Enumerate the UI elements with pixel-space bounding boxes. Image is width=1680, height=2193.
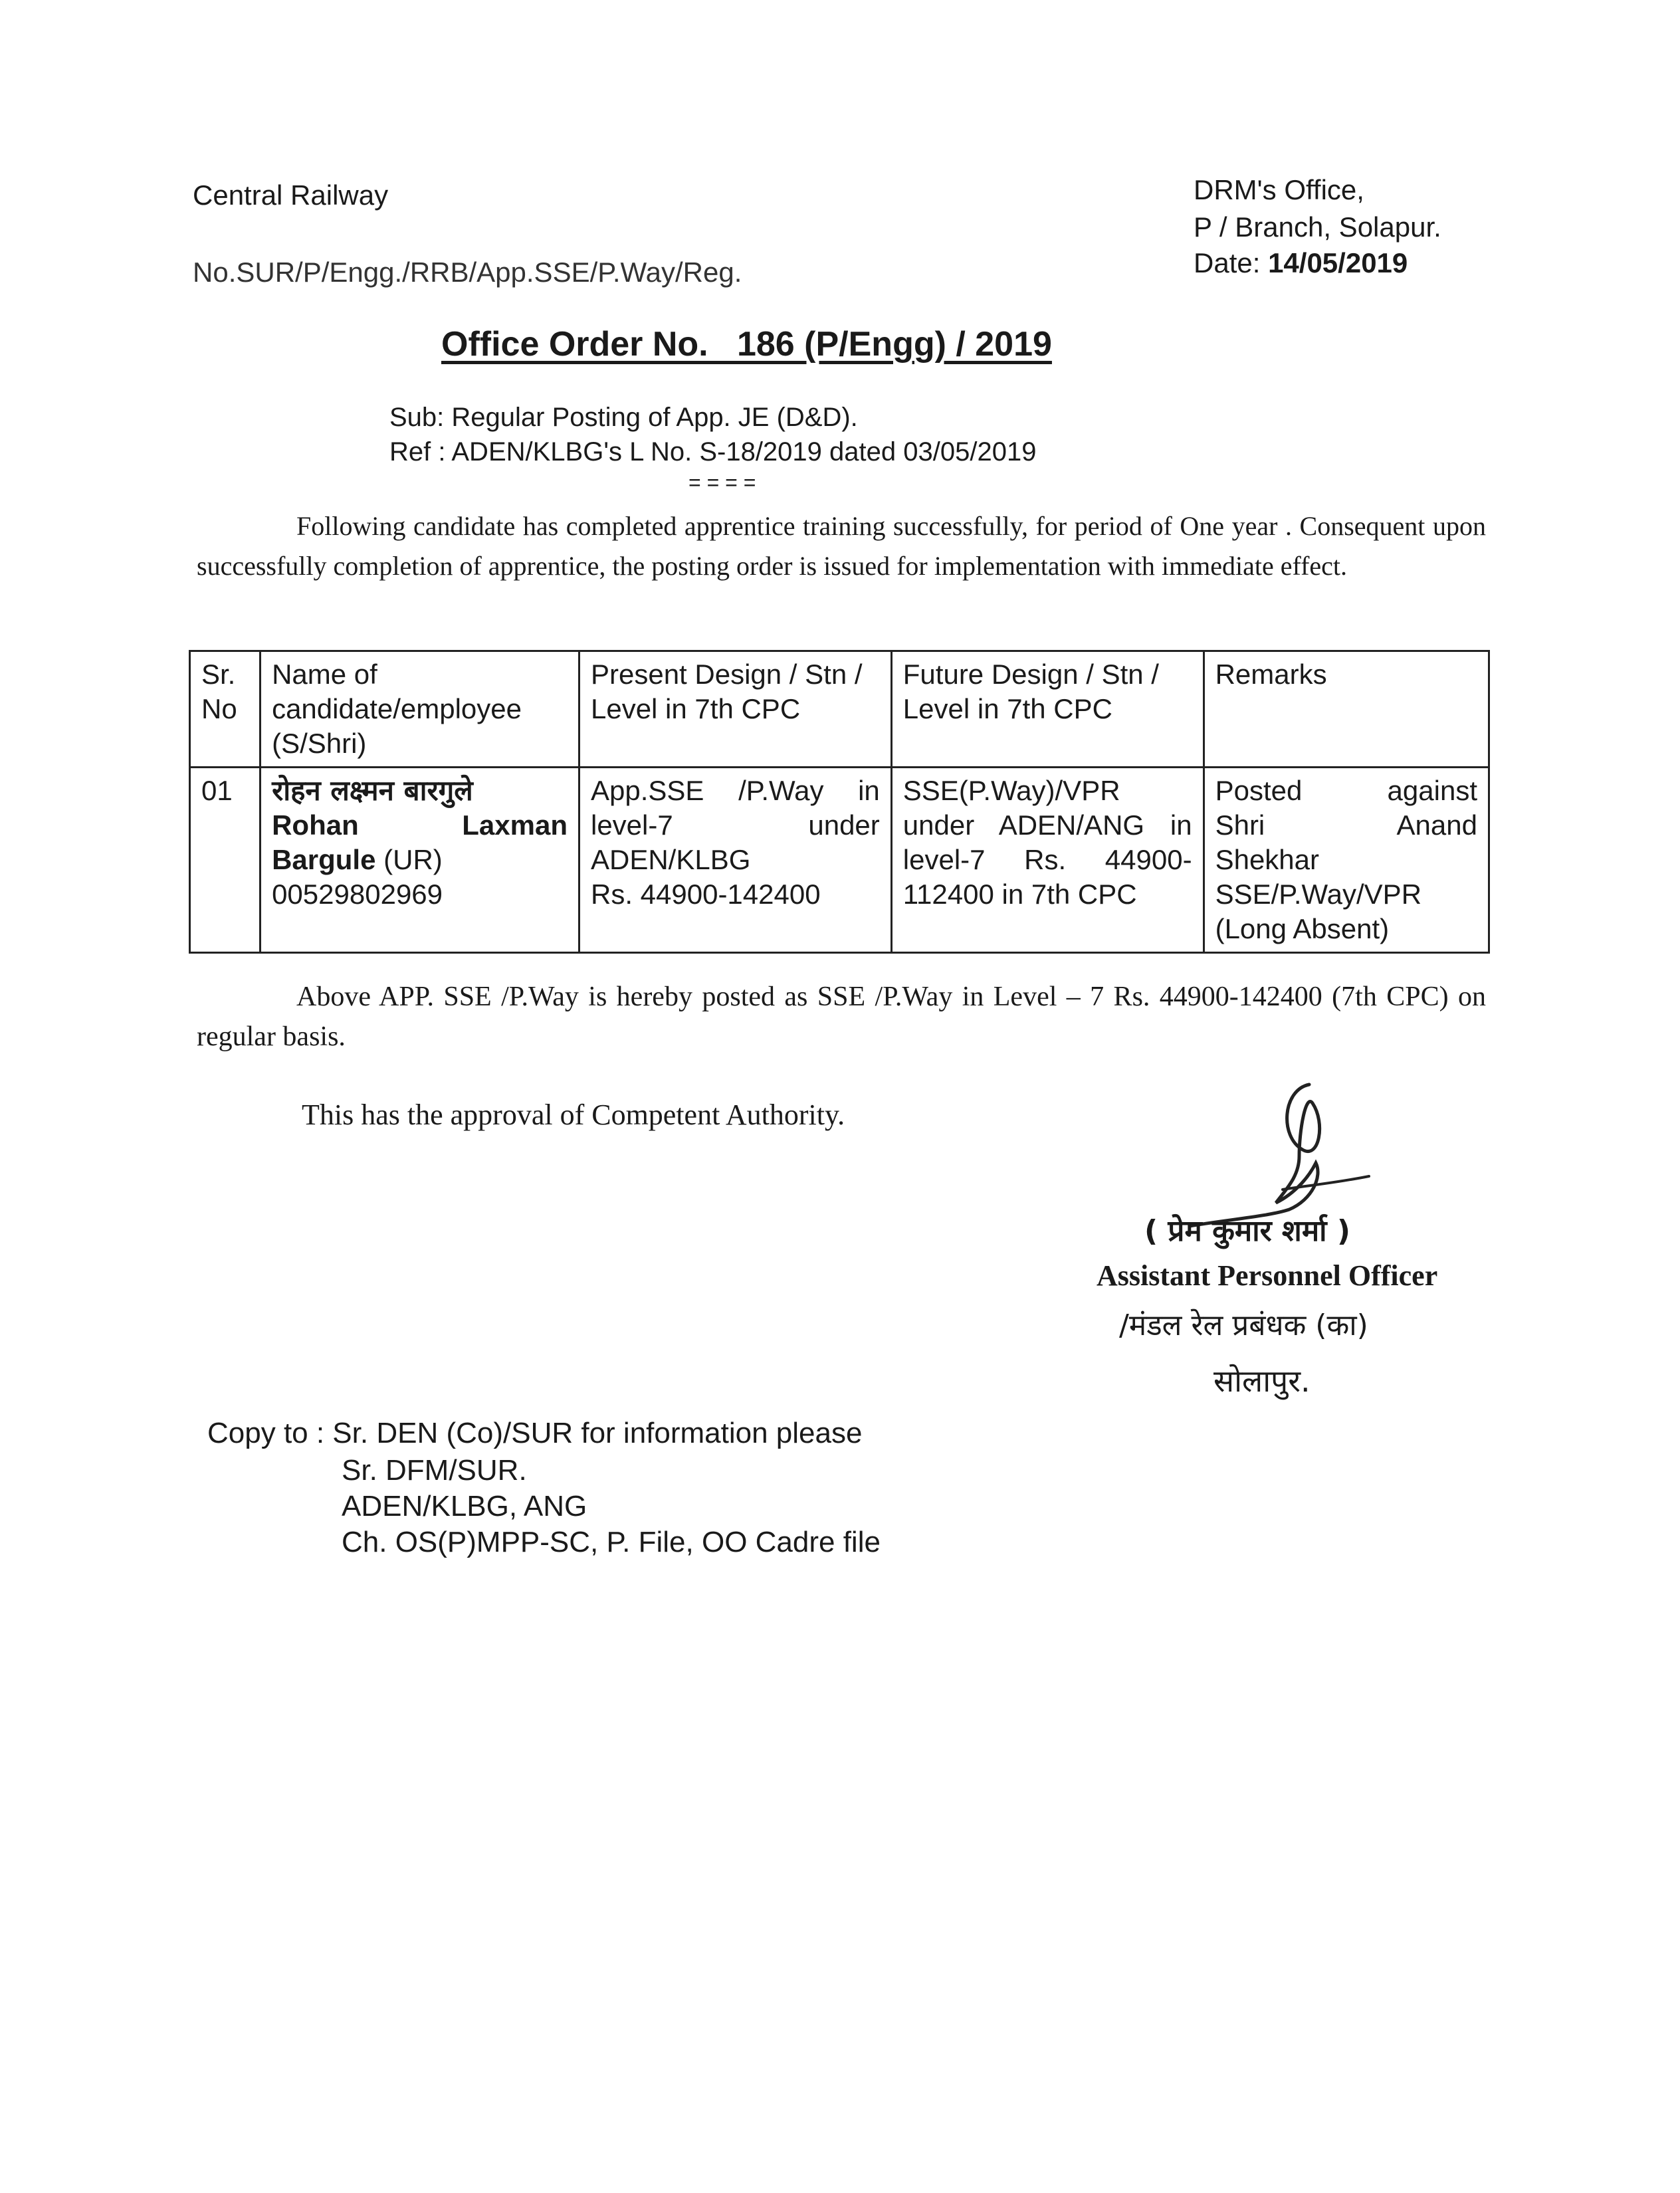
signatory-office-hindi: /मंडल रेल प्रबंधक (का)	[1119, 1308, 1368, 1342]
candidate-category: (UR)	[383, 844, 443, 875]
posting-paragraph: Above APP. SSE /P.Way is hereby posted as SSE /P.Way in Level – 7 Rs. 44900-142400 (7th CPC) on regular basis.	[197, 982, 1486, 1052]
copy-to-line-2: Sr. DFM/SUR.	[342, 1454, 527, 1487]
office-order-title: Office Order No. 186 (P/Engg) / 2019	[441, 325, 1052, 364]
remarks-line-3: Shekhar	[1215, 844, 1320, 875]
signatory-name-hindi: ( प्रेम कुमार शर्मा )	[1144, 1214, 1350, 1248]
cell-name	[261, 768, 579, 953]
reference-line: Ref : ADEN/KLBG's L No. S-18/2019 dated 03/05/2019	[389, 437, 1037, 467]
date-value: 14/05/2019	[1268, 247, 1408, 278]
intro-paragraph: Following candidate has completed apprentice training successfully, for period of One year . Consequent upon successfully completion of apprentice, the posting order is issued for implementation with immediate effect.	[197, 511, 1486, 581]
header-present-design: Present Design / Stn / Level in 7th CPC	[579, 651, 891, 768]
separator: = = = =	[688, 470, 756, 494]
date-line	[1194, 247, 1408, 279]
present-line-3: ADEN/KLBG	[590, 844, 751, 875]
remarks-line-5: (Long Absent)	[1215, 913, 1390, 944]
header-remarks: Remarks	[1204, 651, 1489, 768]
future-line-2: under ADEN/ANG in	[902, 809, 1192, 841]
remarks-line-4: SSE/P.Way/VPR	[1215, 879, 1422, 910]
present-line-2: level-7 under	[590, 809, 880, 841]
cell-remarks	[1204, 768, 1489, 953]
cell-present-design	[579, 768, 891, 953]
copy-to-line-3: ADEN/KLBG, ANG	[342, 1490, 587, 1522]
signatory-title: Assistant Personnel Officer	[1097, 1259, 1438, 1292]
candidate-name-en-2-line	[272, 843, 568, 877]
header-sr-no: Sr. No	[190, 651, 261, 768]
candidate-name-en-2: Bargule	[272, 844, 376, 875]
future-line-4: 112400 in 7th CPC	[902, 879, 1137, 910]
copy-to-line-4: Ch. OS(P)MPP-SC, P. File, OO Cadre file	[342, 1526, 881, 1558]
header-name: Name of candidate/employee (S/Shri)	[261, 651, 579, 768]
present-line-4: Rs. 44900-142400	[590, 879, 821, 910]
date-label: Date:	[1194, 247, 1261, 278]
office-line-2: P / Branch, Solapur.	[1194, 211, 1441, 243]
remarks-line-2: Shri Anand	[1215, 809, 1477, 841]
future-line-1: SSE(P.Way)/VPR	[902, 775, 1120, 806]
approval-line: This has the approval of Competent Authority.	[302, 1098, 845, 1131]
future-line-3: level-7 Rs. 44900-	[902, 844, 1192, 875]
subject-line: Sub: Regular Posting of App. JE (D&D).	[389, 403, 858, 432]
candidate-name-en-1: Rohan Laxman	[272, 809, 568, 841]
cell-sr-no: 01	[190, 768, 261, 953]
org-name: Central Railway	[193, 179, 389, 211]
office-line-1: DRM's Office,	[1194, 174, 1364, 205]
table-row	[190, 768, 1489, 953]
table-header-row	[190, 651, 1489, 768]
present-line-1: App.SSE /P.Way in	[590, 775, 880, 806]
signature-mark	[1170, 1077, 1396, 1229]
candidate-emp-no: 00529802969	[272, 879, 443, 910]
cell-future-design	[891, 768, 1204, 953]
candidate-name-hindi: रोहन लक्ष्मन बारगुले	[272, 774, 473, 807]
copy-to-line-1: Copy to : Sr. DEN (Co)/SUR for information please	[207, 1417, 863, 1449]
posting-table	[189, 650, 1490, 954]
remarks-line-1: Posted against	[1215, 775, 1477, 806]
signatory-place-hindi: सोलापुर.	[1213, 1363, 1311, 1399]
reference-number: No.SUR/P/Engg./RRB/App.SSE/P.Way/Reg.	[193, 257, 742, 288]
header-future-design: Future Design / Stn / Level in 7th CPC	[891, 651, 1204, 768]
